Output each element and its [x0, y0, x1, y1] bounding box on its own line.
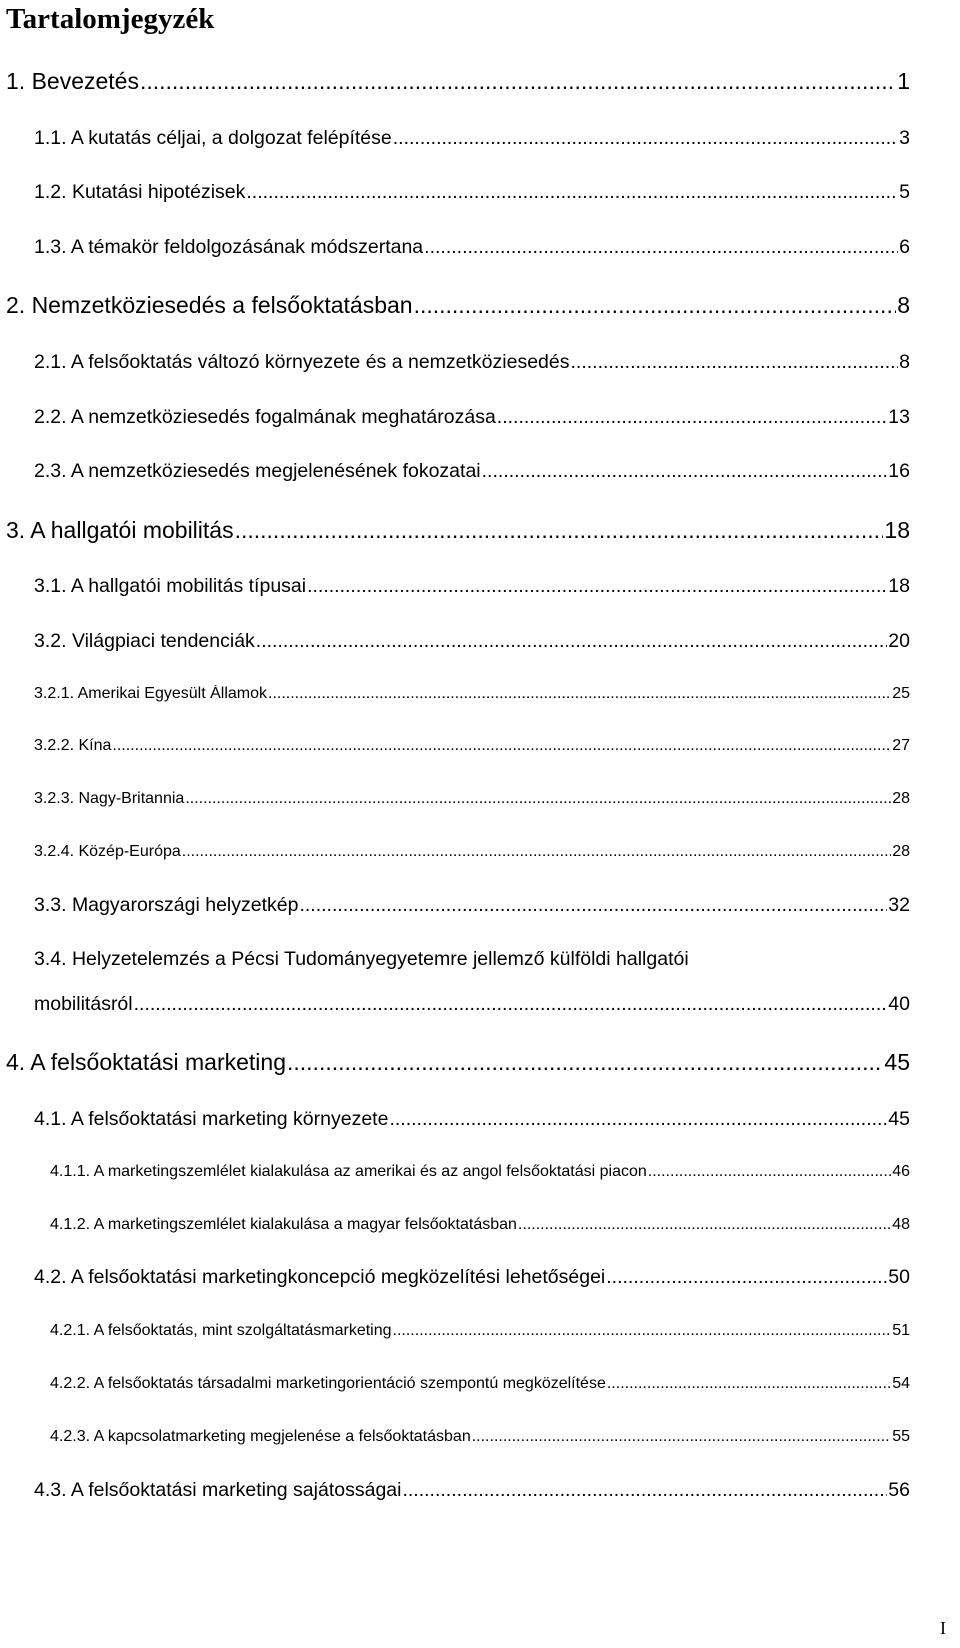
- toc-entry-page: 46: [892, 1163, 910, 1180]
- footer-page-number: I: [940, 1618, 946, 1638]
- toc-leader-dots: [607, 1375, 891, 1393]
- toc-entry[interactable]: [50, 1216, 910, 1234]
- toc-entry[interactable]: [34, 894, 910, 917]
- toc-entry-label: 2. Nemzetköziesedés a felsőoktatásban: [6, 292, 413, 318]
- toc-entry-page: 54: [892, 1375, 910, 1392]
- toc-entry[interactable]: [34, 181, 910, 204]
- toc-entry-page: 16: [888, 460, 910, 482]
- toc-entry-label: 4.2.1. A felsőoktatás, mint szolgáltatásmarketing: [50, 1322, 392, 1339]
- toc-entry-page: 27: [892, 737, 910, 754]
- toc-entry[interactable]: [34, 236, 910, 259]
- toc-leader-dots: [393, 1322, 892, 1340]
- toc-leader-dots: [256, 630, 888, 653]
- toc-entry-label: 4.3. A felsőoktatási marketing sajátosságai: [34, 1479, 402, 1501]
- toc-leader-dots: [606, 1266, 887, 1289]
- toc-entry-page: 48: [892, 1216, 910, 1233]
- toc-leader-dots: [182, 843, 891, 861]
- toc-entry[interactable]: [6, 68, 910, 95]
- toc-entry[interactable]: [50, 1163, 910, 1181]
- toc-leader-dots: [570, 351, 898, 374]
- toc-leader-dots: [482, 460, 888, 483]
- toc-entry[interactable]: [34, 685, 910, 703]
- toc-entry[interactable]: [34, 1479, 910, 1502]
- toc-entry-page: 8: [897, 292, 910, 318]
- toc-entry-label: 3.2.2. Kína: [34, 737, 112, 754]
- toc-entry-page: 40: [888, 993, 910, 1015]
- toc-entry[interactable]: [50, 1375, 910, 1393]
- toc-entry-page: 13: [888, 406, 910, 428]
- toc-entry-page: 45: [884, 1049, 910, 1075]
- toc-leader-dots: [246, 181, 898, 204]
- toc-leader-dots: [389, 1108, 887, 1131]
- toc-entry[interactable]: [50, 1322, 910, 1340]
- toc-entry-page: 56: [888, 1479, 910, 1501]
- toc-entry-label: 4.1.2. A marketingszemlélet kialakulása a magyar felsőoktatásban: [50, 1216, 517, 1233]
- toc-leader-dots: [424, 236, 898, 259]
- toc-entry-label: 3.3. Magyarországi helyzetkép: [34, 894, 299, 916]
- toc-leader-dots: [287, 1049, 883, 1076]
- toc-leader-dots: [235, 517, 884, 544]
- toc-entry[interactable]: [6, 292, 910, 319]
- toc-entry-page: 28: [892, 843, 910, 860]
- toc-leader-dots: [112, 737, 891, 755]
- toc-entry-wrapped-line[interactable]: 3.4. Helyzetelemzés a Pécsi Tudományegyetemre jellemző külföldi hallgatói: [34, 948, 689, 970]
- toc-entry[interactable]: [34, 630, 910, 653]
- toc-leader-dots: [402, 1479, 887, 1502]
- toc-entry-page: 55: [892, 1428, 910, 1445]
- toc-entry-page: 5: [899, 181, 910, 203]
- toc-leader-dots: [497, 406, 888, 429]
- toc-entry[interactable]: [34, 737, 910, 755]
- toc-leader-dots: [268, 685, 891, 703]
- toc-entry[interactable]: [34, 1108, 910, 1131]
- toc-entry-label: 1.1. A kutatás céljai, a dolgozat felépítése: [34, 127, 392, 149]
- toc-entry-page: 25: [892, 685, 910, 702]
- toc-entry-label: 3.2.3. Nagy-Britannia: [34, 790, 185, 807]
- toc-entry[interactable]: [34, 575, 910, 598]
- toc-entry[interactable]: [6, 1049, 910, 1076]
- toc-entry-label: 1. Bevezetés: [6, 68, 139, 94]
- toc-leader-dots: [414, 292, 897, 319]
- toc-entry-label: 4.1. A felsőoktatási marketing környezete: [34, 1108, 389, 1130]
- toc-entry[interactable]: [6, 517, 910, 544]
- toc-entry[interactable]: [34, 790, 910, 808]
- toc-entry-page: 1: [897, 68, 910, 94]
- toc-entry[interactable]: [34, 406, 910, 429]
- toc-entry-label: 4. A felsőoktatási marketing: [6, 1049, 286, 1075]
- toc-entry-page: 45: [888, 1108, 910, 1130]
- toc-entry-label: 3. A hallgatói mobilitás: [6, 517, 234, 543]
- toc-entry-label: 2.2. A nemzetköziesedés fogalmának meghatározása: [34, 406, 496, 428]
- toc-entry-label: 2.1. A felsőoktatás változó környezete és a nemzetköziesedés: [34, 351, 570, 373]
- toc-entry-label: 2.3. A nemzetköziesedés megjelenésének fokozatai: [34, 460, 481, 482]
- toc-entry-label: 3.2. Világpiaci tendenciák: [34, 630, 255, 652]
- toc-entry-label: 3.2.1. Amerikai Egyesült Államok: [34, 685, 267, 702]
- toc-leader-dots: [134, 993, 888, 1016]
- toc-entry-label: 4.2.2. A felsőoktatás társadalmi marketingorientáció szempontú megközelítése: [50, 1375, 606, 1392]
- toc-entry-label: mobilitásról: [34, 993, 133, 1015]
- toc-entry-page: 18: [888, 575, 910, 597]
- toc-entry-page: 20: [888, 630, 910, 652]
- toc-entry-label: 1.2. Kutatási hipotézisek: [34, 181, 246, 203]
- toc-leader-dots: [299, 894, 887, 917]
- toc-leader-dots: [140, 68, 896, 95]
- toc-entry-page: 8: [899, 351, 910, 373]
- toc-entry-page: 50: [888, 1266, 910, 1288]
- toc-entry-label: 3.1. A hallgatói mobilitás típusai: [34, 575, 307, 597]
- toc-entry-page: 3: [899, 127, 910, 149]
- toc-entry-page: 18: [884, 517, 910, 543]
- toc-entry-label: 4.2.3. A kapcsolatmarketing megjelenése a felsőoktatásban: [50, 1428, 471, 1445]
- toc-entry[interactable]: [34, 127, 910, 150]
- toc-entry-page: 51: [892, 1322, 910, 1339]
- toc-entry[interactable]: [50, 1428, 910, 1446]
- toc-entry-page: 28: [892, 790, 910, 807]
- toc-leader-dots: [518, 1216, 891, 1234]
- toc-entry-page: 6: [899, 236, 910, 258]
- toc-entry-label: 4.2. A felsőoktatási marketingkoncepció megközelítési lehetőségei: [34, 1266, 606, 1288]
- page-title: Tartalomjegyzék: [6, 3, 215, 35]
- toc-entry-label: 4.1.1. A marketingszemlélet kialakulása az amerikai és az angol felsőoktatási piacon: [50, 1163, 647, 1180]
- toc-leader-dots: [185, 790, 891, 808]
- toc-leader-dots: [472, 1428, 891, 1446]
- toc-leader-dots: [393, 127, 898, 150]
- toc-entry[interactable]: [34, 993, 910, 1016]
- toc-entry[interactable]: [34, 351, 910, 374]
- toc-entry[interactable]: [34, 843, 910, 861]
- toc-entry-label: 3.2.4. Közép-Európa: [34, 843, 181, 860]
- toc-entry-page: 32: [888, 894, 910, 916]
- toc-leader-dots: [307, 575, 887, 598]
- toc-entry[interactable]: [34, 1266, 910, 1289]
- toc-entry[interactable]: [34, 460, 910, 483]
- toc-entry-label: 1.3. A témakör feldolgozásának módszertana: [34, 236, 424, 258]
- toc-leader-dots: [648, 1163, 891, 1181]
